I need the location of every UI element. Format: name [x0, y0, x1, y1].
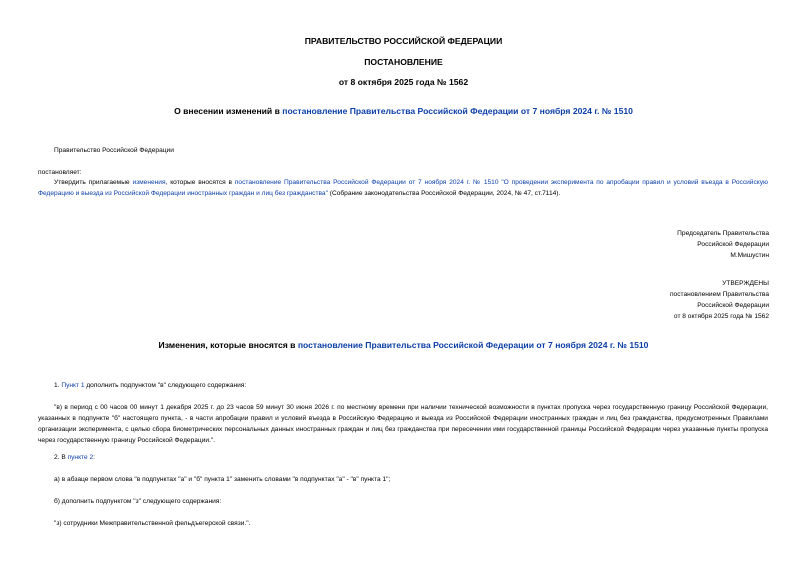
p1-prefix: Утвердить прилагаемые [54, 179, 133, 186]
approval-line-3: Российской Федерации [697, 302, 769, 309]
approval-line-1: УТВЕРЖДЕНЫ [722, 280, 769, 287]
item-2b: б) дополнить подпунктом "з" следующего содержания: [54, 498, 222, 505]
decides-text: постановляет: [38, 169, 82, 176]
doc-type-heading: ПОСТАНОВЛЕНИЕ [364, 57, 443, 67]
item-2c: "з) сотрудники Межправительственной фельдъегерской связи.". [54, 520, 251, 527]
p1-suffix: (Собрание законодательства Российской Федерации, 2024, № 47, ст.7114). [327, 190, 561, 197]
signature-name: М.Мишустин [730, 252, 769, 259]
item-1-text: дополнить подпунктом "в" следующего содержания: [84, 382, 247, 389]
item-2a: а) в абзаце первом слова "в подпунктах "а" и "б" пункта 1" заменить словами "в подпунктах "а" - "в" пункта 1"; [54, 476, 391, 483]
item-1 [54, 380, 246, 391]
p1-mid: , которые вносятся в [165, 179, 235, 186]
changes-link[interactable]: изменения [132, 179, 166, 186]
document-title [0, 106, 807, 117]
approval-line-2: постановлением Правительства [669, 291, 769, 298]
title-link[interactable]: постановление Правительства Российской Федерации от 7 ноября 2024 г. № 1510 [282, 106, 633, 116]
approval-line-4: от 8 октября 2025 года № 1562 [673, 313, 769, 320]
item-2-link[interactable]: пункте 2 [67, 454, 94, 461]
changes-heading [0, 340, 807, 351]
item-2 [54, 452, 95, 463]
government-heading: ПРАВИТЕЛЬСТВО РОССИЙСКОЙ ФЕДЕРАЦИИ [304, 36, 503, 46]
item-1-number: 1. [54, 382, 62, 389]
doc-date-number: от 8 октября 2025 года № 1562 [338, 77, 469, 87]
changes-heading-prefix: Изменения, которые вносятся в [158, 340, 298, 350]
item-1-quote: "в) в период с 00 часов 00 минут 1 декабря 2025 г. до 23 часов 59 минут 30 июня 2026 г. по местному времени при наличии технической возможности в пунктах пропуска через государственную границу Российской Федерации, указанных в подпункте "б" настоящего пункта, - в части апробации правил и условий въезда в Российскую Федерацию и выезда из Российской Федерации иностранных граждан и лиц без гражданства, предусмотренных Правилами организации эксперимента, с целью сбора биометрических персональных данных иностранных граждан и лиц без гражданства при пересечении ими государственной границы Российской Федерации через указанные пункты пропуска через государственную границу Российской Федерации.". [38, 404, 768, 444]
signature-title: Председатель Правительства [677, 230, 769, 237]
item-2-suffix: : [93, 454, 95, 461]
issuer-text: Правительство Российской Федерации [54, 147, 174, 154]
item-2-prefix: 2. В [54, 454, 68, 461]
item-1-link[interactable]: Пункт 1 [61, 382, 85, 389]
changes-heading-link[interactable]: постановление Правительства Российской Федерации от 7 ноября 2024 г. № 1510 [297, 340, 649, 350]
intro-paragraph [38, 177, 768, 199]
title-prefix: О внесении изменений в [174, 106, 283, 116]
signature-org: Российской Федерации [697, 241, 769, 248]
resolution-link[interactable]: постановление Правительства Российской Федерации от 7 ноября 2024 г. № 1510 "О проведении эксперимента по апробации правил и условий въезда в Российскую Федерацию и выезда из Российской Федерации иностранных граждан и лиц без гражданства" [38, 179, 768, 197]
